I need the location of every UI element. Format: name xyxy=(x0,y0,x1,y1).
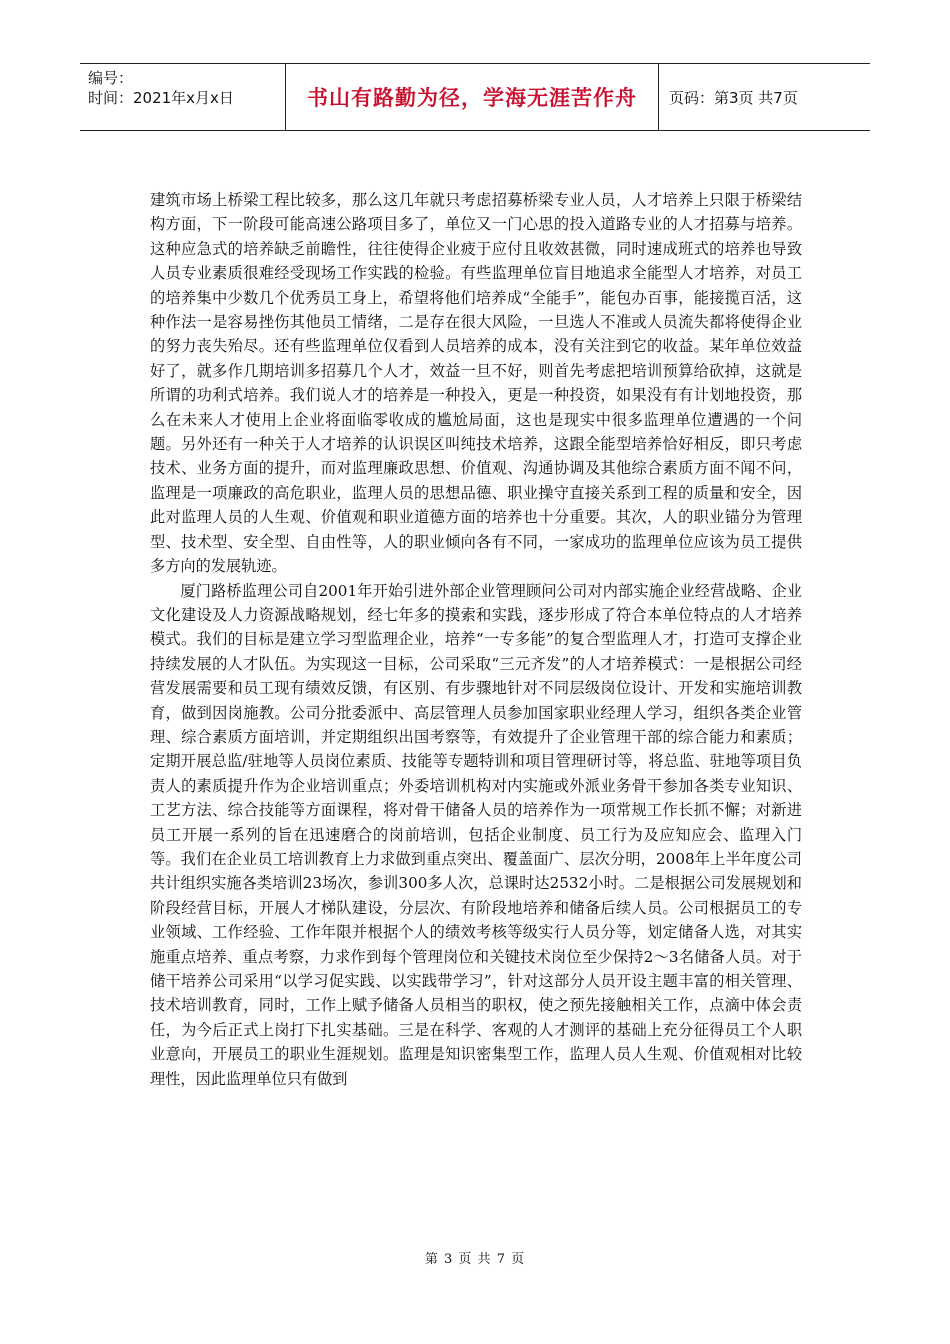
document-number-label: 编号： xyxy=(88,69,134,87)
page-header xyxy=(80,63,870,131)
document-date-label: 时间：2021年x月x日 xyxy=(88,89,234,107)
page-footer: 第 3 页 共 7 页 xyxy=(424,1252,526,1267)
header-page-info: 页码：第3页 共7页 xyxy=(669,88,798,107)
header-meta xyxy=(80,64,285,130)
document-body xyxy=(150,188,802,1091)
paragraph: 厦门路桥监理公司自2001年开始引进外部企业管理顾问公司对内部实施企业经营战略、企业文化建设及人力资源战略规划，经七年多的摸索和实践，逐步形成了符合本单位特点的人才培养模式。我们的目标是建立学习型监理企业，培养“一专多能”的复合型监理人才，打造可支撑企业持续发展的人才队伍。为实现这一目标，公司采取“三元齐发”的人才培养模式：一是根据公司经营发展需要和员工现有绩效反馈，有区别、有步骤地针对不同层级岗位设计、开发和实施培训教育，做到因岗施教。公司分批委派中、高层管理人员参加国家职业经理人学习，组织各类企业管理、综合素质方面培训，并定期组织出国考察等，有效提升了企业管理干部的综合能力和素质；定期开展总监/驻地等人员岗位素质、技能等专题特训和项目管理研讨等，将总监、驻地等项目负责人的素质提升作为企业培训重点；外委培训机构对内实施或外派业务骨干参加各类专业知识、工艺方法、综合技能等方面课程，将对骨干储备人员的培养作为一项常规工作长抓不懈；对新进员工开展一系列的旨在迅速磨合的岗前培训，包括企业制度、员工行为及应知应会、监理入门等。我们在企业员工培训教育上力求做到重点突出、覆盖面广、层次分明，2008年上半年度公司共计组织实施各类培训23场次，参训300多人次，总课时达2532小时。二是根据公司发展规划和阶段经营目标，开展人才梯队建设，分层次、有阶段地培养和储备后续人员。公司根据员工的专业领域、工作经验、工作年限并根据个人的绩效考核等级实行人员分等，划定储备人选，对其实施重点培养、重点考察，力求作到每个管理岗位和关键技术岗位至少保持2～3名储备人员。对于储干培养公司采用“以学习促实践、以实践带学习”，针对这部分人员开设主题丰富的相关管理、技术培训教育，同时，工作上赋予储备人员相当的职权，使之预先接触相关工作，点滴中体会责任，为今后正式上岗打下扎实基础。三是在科学、客观的人才测评的基础上充分征得员工个人职业意向，开展员工的职业生涯规划。监理是知识密集型工作，监理人员人生观、价值观相对比较理性，因此监理单位只有做到 xyxy=(150,581,802,1088)
paragraph: 建筑市场上桥梁工程比较多，那么这几年就只考虑招募桥梁专业人员，人才培养上只限于桥梁结构方面，下一阶段可能高速公路项目多了，单位又一门心思的投入道路专业的人才招募与培养。这种应急式的培养缺乏前瞻性，往往使得企业疲于应付且收效甚微，同时速成班式的培养也导致人员专业素质很难经受现场工作实践的检验。有些监理单位盲目地追求全能型人才培养，对员工的培养集中少数几个优秀员工身上，希望将他们培养成“全能手”，能包办百事，能接揽百活，这种作法一是容易挫伤其他员工情绪，二是存在很大风险，一旦选人不准或人员流失都将使得企业的努力丧失殆尽。还有些监理单位仅看到人员培养的成本，没有关注到它的收益。某年单位效益好了，就多作几期培训多招募几个人才，效益一旦不好，则首先考虑把培训预算给砍掉，这就是所谓的功利式培养。我们说人才的培养是一种投入，更是一种投资，如果没有有计划地投资，那么在未来人才使用上企业将面临零收成的尴尬局面，这也是现实中很多监理单位遭遇的一个问题。另外还有一种关于人才培养的认识误区叫纯技术培养，这跟全能型培养恰好相反，即只考虑技术、业务方面的提升，而对监理廉政思想、价值观、沟通协调及其他综合素质方面不闻不问，监理是一项廉政的高危职业，监理人员的思想品德、职业操守直接关系到工程的质量和安全，因此对监理人员的人生观、价值观和职业道德方面的培养也十分重要。其次，人的职业锚分为管理型、技术型、安全型、自由性等，人的职业倾向各有不同，一家成功的监理单位应该为员工提供多方向的发展轨迹。 xyxy=(150,191,802,576)
header-motto: 书山有路勤为径，学海无涯苦作舟 xyxy=(285,64,659,130)
